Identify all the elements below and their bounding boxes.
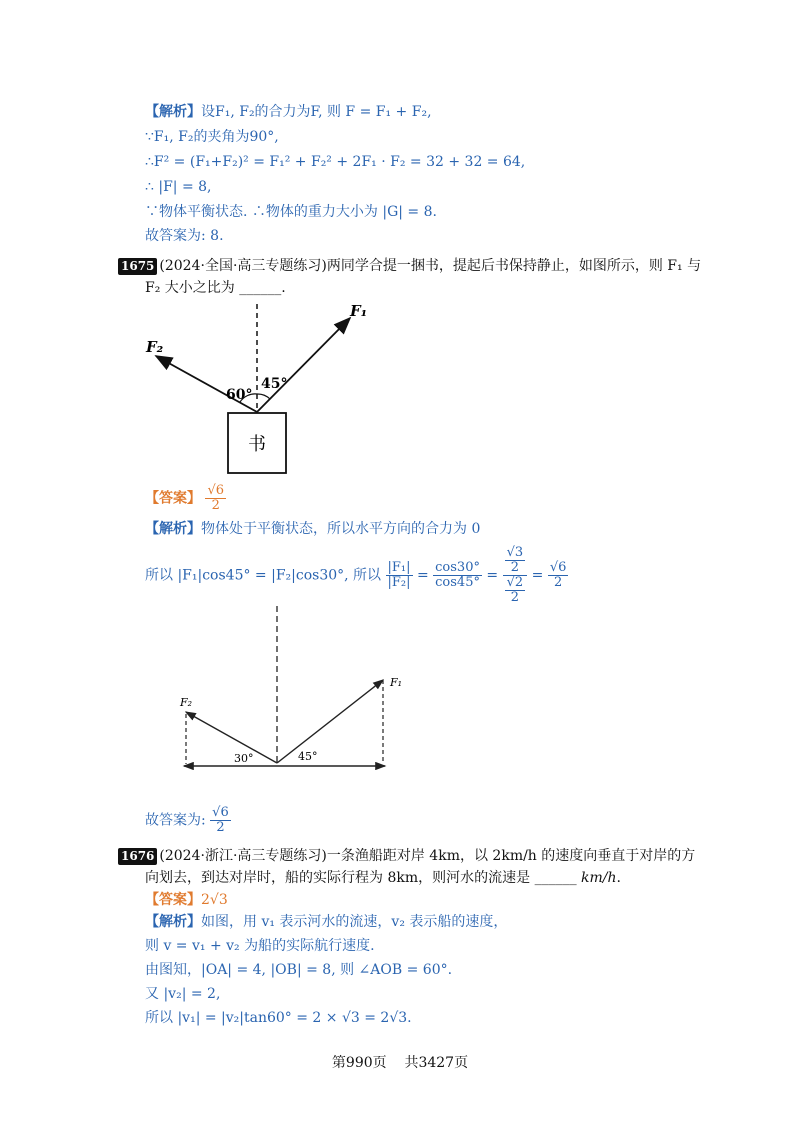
f2-arrow [186, 712, 277, 763]
book-label: 书 [248, 434, 266, 455]
analysis-line: 【解析】物体处于平衡状态，所以水平方向的合力为 0 [145, 521, 481, 537]
cos-fraction: $\frac{\cos 30^\circ}{\cos 45^\circ}$ [435, 560, 480, 590]
page-number: 第990页 [331, 1055, 387, 1071]
angle-30-label: 30° [234, 752, 254, 765]
angle-60-label: 60° [226, 387, 253, 403]
ratio-fraction: $\frac{\text{|F₁|}}{\text{|F₂|}}$ [387, 560, 411, 590]
question-1675-line1: 1675 (2024·全国·高三专题练习)两同学合提一捆书，提起后书保持静止，如图所示，则 F₁ 与 [118, 256, 701, 276]
page-total: 共3427页 [404, 1055, 469, 1071]
question-1676-line1: 1676 (2024·浙江·高三专题练习)一条渔船距对岸 4km，以 2km/h 的速度向垂直于对岸的方 [118, 846, 695, 866]
analysis-equation: 所以 |F₁|cos45° = |F₂|cos30°, 所以 $\frac{\text{|F₁|}}{\text{|F₂|}}$ = $\frac{\cos 30^\circ}{\cos 45^\circ}$ = $\frac{\frac{√3}{2}}{\frac{√2}{2}}$ = $\frac{√6}{2}$ [145, 545, 567, 605]
book-force-figure [140, 296, 400, 486]
result-fraction: $\frac{√6}{2}$ [549, 560, 567, 590]
f1-arrow [257, 318, 350, 412]
analysis-line: ∴F² = (F₁+F₂)² = F₁² + F₂² + 2F₁ · F₂ = 32 + 32 = 64, [145, 154, 526, 170]
answer-label: 【答案】 [145, 490, 201, 507]
compound-fraction: $\frac{\frac{√3}{2}}{\frac{√2}{2}}$ [503, 546, 528, 605]
analysis-line: 所以 |v₁| = |v₂|tan60° = 2 × √3 = 2√3. [145, 1010, 412, 1026]
f2-label: F₂ [146, 338, 164, 356]
f1-label: F₁ [350, 302, 368, 320]
f1-label: F₁ [390, 676, 403, 689]
analysis-line: 由图知，|OA| = 4, |OB| = 8, 则 ∠AOB = 60°. [145, 962, 453, 978]
question-1675-line2: F₂ 大小之比为 ______. [145, 280, 286, 296]
answer-fraction: $\frac{√6}{2}$ [207, 483, 225, 513]
analysis-line: ∴ |F| = 8, [145, 179, 212, 195]
answer-label: 【答案】 [145, 892, 201, 908]
answer-line: 【答案】2√3 [145, 892, 228, 908]
angle-45-label: 45° [298, 750, 318, 763]
answer-line [145, 484, 226, 513]
force-decomposition-figure [170, 600, 410, 780]
f1-arrow [277, 680, 383, 763]
question-number: 1676 [118, 848, 157, 865]
page-footer [0, 1052, 800, 1072]
analysis-line: ∵物体平衡状态. ∴物体的重力大小为 |G| = 8. [145, 204, 437, 220]
question-1676-line2: 向划去，到达对岸时，船的实际行程为 8km，则河水的流速是 ______ km/h. [145, 870, 621, 886]
final-fraction: $\frac{√6}{2}$ [212, 805, 229, 835]
analysis-line: 则 v = v₁ + v₂ 为船的实际航行速度. [145, 938, 375, 954]
angle-45-label: 45° [261, 376, 288, 392]
analysis-label: 【解析】 [145, 521, 201, 537]
question-number: 1675 [118, 258, 157, 275]
analysis-line: 故答案为: 8. [145, 228, 224, 244]
analysis-label: 【解析】 [145, 104, 201, 120]
analysis-line: ∵F₁, F₂的夹角为90°, [145, 129, 279, 145]
analysis-line: 又 |v₂| = 2, [145, 986, 221, 1002]
final-answer-line: 故答案为: $\frac{√6}{2}$ [145, 805, 229, 835]
f2-arrow [156, 356, 257, 412]
f2-label: F₂ [180, 696, 193, 709]
analysis-label: 【解析】 [145, 914, 201, 930]
analysis-line: 【解析】如图，用 v₁ 表示河水的流速，v₂ 表示船的速度， [145, 914, 508, 930]
analysis-line: 【解析】设F₁, F₂的合力为F, 则 F = F₁ + F₂, [145, 104, 432, 120]
